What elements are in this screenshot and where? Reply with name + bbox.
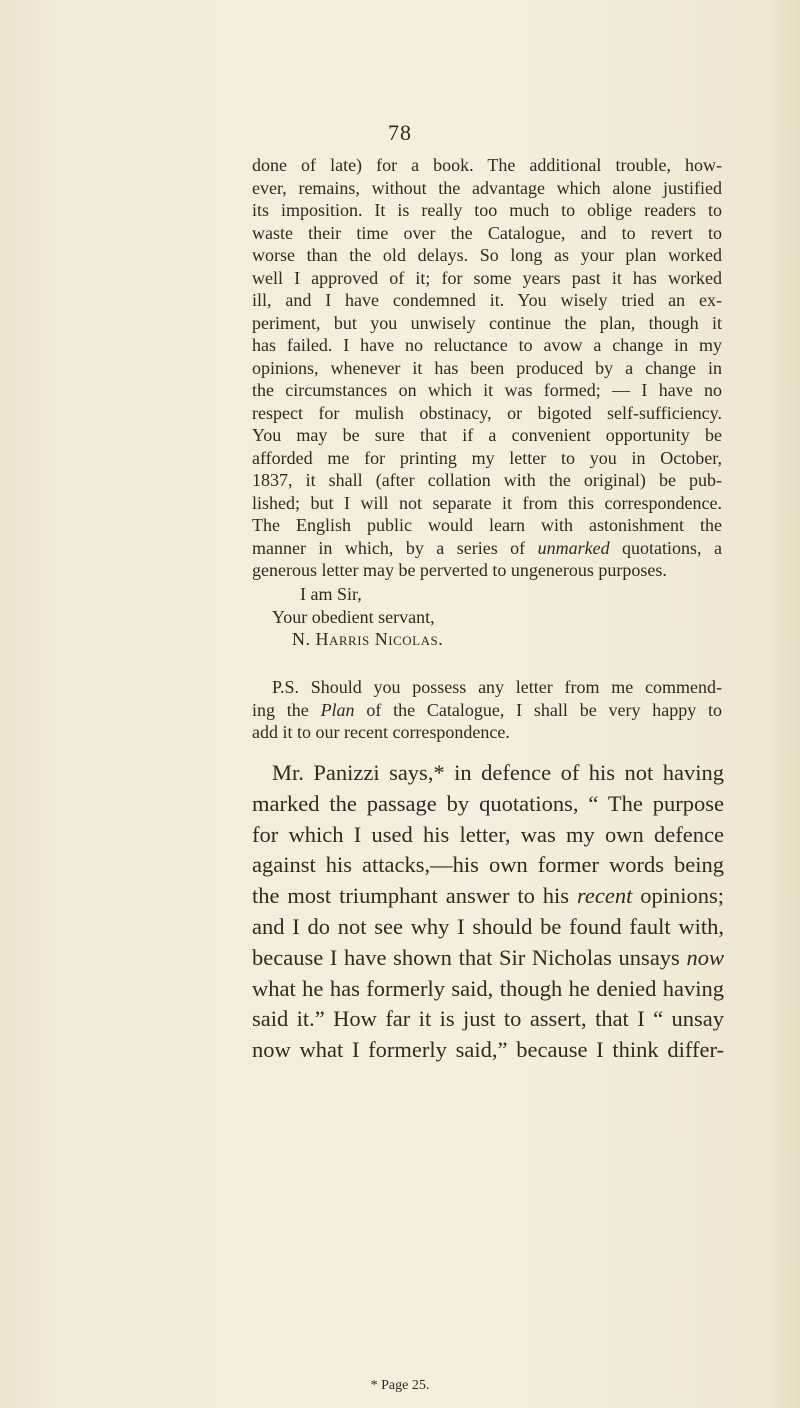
text-fragment: opinions; <box>632 883 724 909</box>
text-line <box>252 537 722 560</box>
text-line: waste their time over the Catalogue, and to revert to <box>252 222 722 243</box>
signature: N. Harris Nicolas. <box>292 629 444 649</box>
italic-word: unmarked <box>537 537 610 558</box>
text-line: lished; but I will not separate it from this correspondence. <box>252 492 722 513</box>
footnote: * Page 25. <box>370 1378 430 1393</box>
text-line <box>252 881 724 912</box>
text-line: and I do not see why I should be found fault with, <box>252 913 724 939</box>
text-line: said it.” How far it is just to assert, that I “ unsay <box>252 1006 724 1032</box>
text-line: P.S. Should you possess any letter from me commend- <box>272 677 722 697</box>
text-line: against his attacks,—his own former words being <box>252 852 724 878</box>
text-line: the circumstances on which it was formed; — I have no <box>252 380 722 400</box>
italic-word: recent <box>576 883 633 909</box>
italic-word: Plan <box>320 699 355 720</box>
text-line: marked the passage by quotations, “ The purpose <box>252 790 724 816</box>
body-text <box>252 758 724 1066</box>
text-fragment: manner in which, by a series of <box>252 537 538 558</box>
postscript <box>252 676 722 744</box>
text-line: now what I formerly said,” because I think differ- <box>252 1037 724 1063</box>
text-line: worse than the old delays. So long as your plan worked <box>252 245 722 265</box>
text-line: ever, remains, without the advantage which alone justified <box>252 177 722 198</box>
text-line <box>252 699 722 722</box>
text-line: respect for mulish obstinacy, or bigoted self-sufficiency. <box>252 402 722 423</box>
letter-closing <box>252 583 722 651</box>
page-number: 78 <box>388 120 412 145</box>
text-line: well I approved of it; for some years past it has worked <box>252 267 722 288</box>
letter-text <box>252 154 722 582</box>
text-line: has failed. I have no reluctance to avow a change in my <box>252 335 722 355</box>
text-fragment: of the Catalogue, I shall be very happy to <box>354 699 722 720</box>
closing-line: I am Sir, <box>300 584 362 604</box>
closing-line: Your obedient servant, <box>272 606 435 627</box>
text-fragment: quotations, a <box>609 537 722 558</box>
text-line <box>252 943 724 974</box>
text-fragment: ing the <box>252 699 321 720</box>
text-line: for which I used his letter, was my own defence <box>252 821 724 847</box>
text-line: generous letter may be perverted to ungenerous purposes. <box>252 560 667 580</box>
text-line: what he has formerly said, though he denied having <box>252 975 724 1001</box>
text-line: periment, but you unwisely continue the plan, though it <box>252 312 722 333</box>
text-line: afforded me for printing my letter to you in October, <box>252 447 722 468</box>
text-line: 1837, it shall (after collation with the original) be pub- <box>252 470 722 490</box>
text-line: The English public would learn with astonishment the <box>252 515 722 535</box>
text-line: opinions, whenever it has been produced by a change in <box>252 357 722 378</box>
text-line: You may be sure that if a convenient opportunity be <box>252 425 722 445</box>
text-line: ill, and I have condemned it. You wisely tried an ex- <box>252 290 722 310</box>
text-line: add it to our recent correspondence. <box>252 722 510 742</box>
italic-word: now <box>686 944 724 970</box>
text-fragment: because I have shown that Sir Nicholas unsays <box>252 944 687 970</box>
text-line: done of late) for a book. The additional trouble, how- <box>252 155 722 175</box>
text-line: Mr. Panizzi says,* in defence of his not having <box>272 760 724 785</box>
text-fragment: the most triumphant answer to his <box>252 883 577 909</box>
text-line: its imposition. It is really too much to oblige readers to <box>252 200 722 220</box>
